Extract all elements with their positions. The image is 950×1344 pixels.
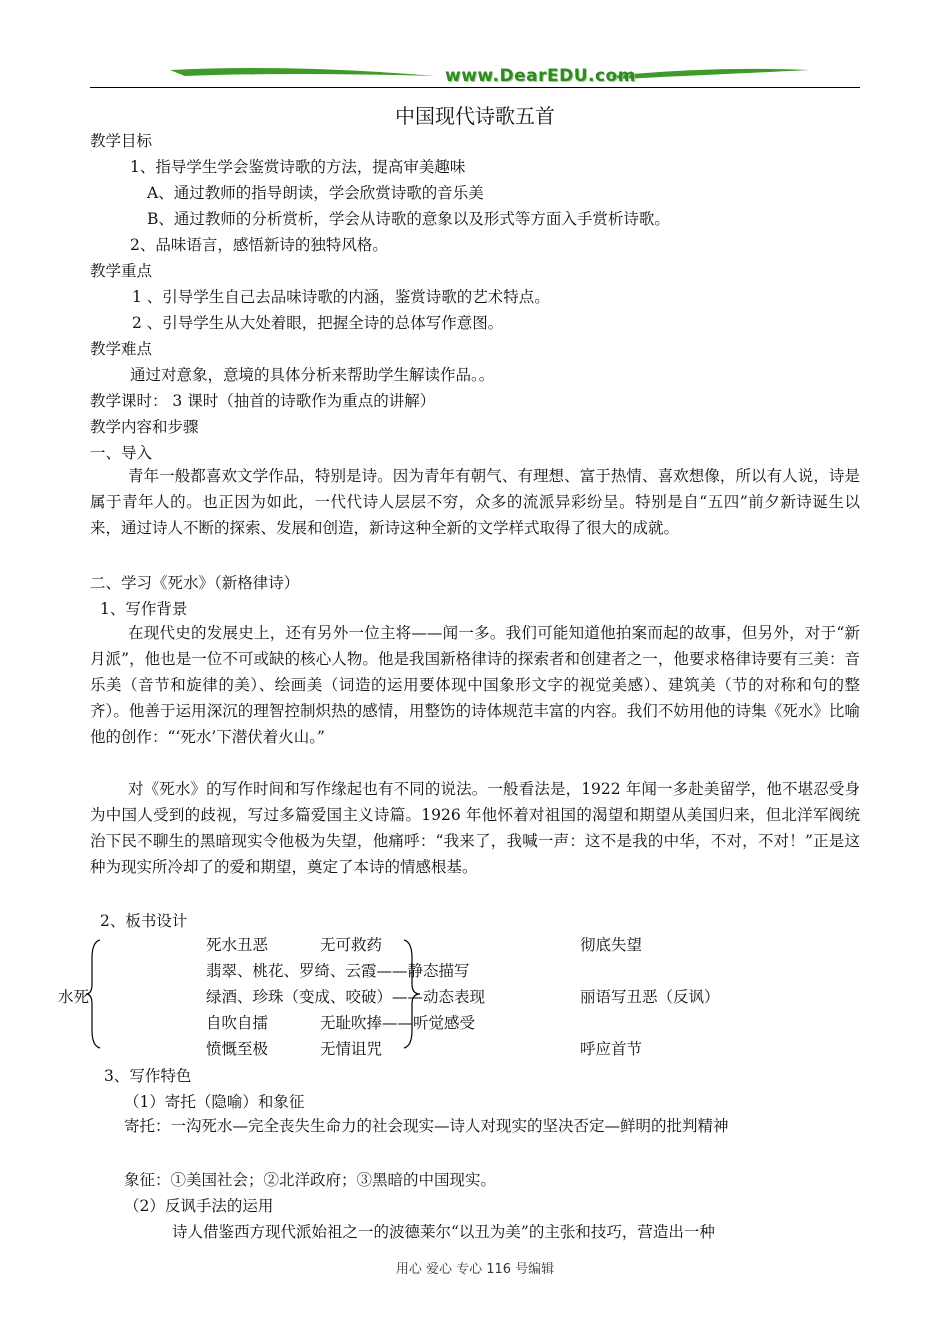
board-row-3c: 丽语写丑恶（反讽） [580,988,720,1006]
board-row-3: 绿酒、珍珠（变成、咬破）——动态表现 [206,988,486,1006]
header-divider [90,87,860,88]
keypoints-heading: 教学重点 [90,262,153,280]
feature-2-heading: （2）反讽手法的运用 [124,1197,274,1215]
goals-item-1b: B、通过教师的分析赏析，学会从诗歌的意象以及形式等方面入手赏析诗歌。 [147,210,670,228]
board-row-5b: 无情诅咒 [320,1040,383,1058]
background-paragraph-2: 对《死水》的写作时间和写作缘起也有不同的说法。一般看法是，1922 年闻一多赴美留学，他不堪忍受身为中国人受到的歧视，写过多篇爱国主义诗篇。1926 年他怀着对祖国的渴望和期望从美国归来，但北洋军阀统治下民不聊生的黑暗现实令他极为失望，他痛呼：“我来了，我喊一声：这不是我的中华，不对，不对！”正是这种为现实所冷却了的爱和期望，奠定了本诗的情感根基。 [90,780,860,876]
background-heading: 1、写作背景 [100,600,188,618]
board-row-5c: 呼应首节 [580,1040,643,1058]
board-row-5a: 愤慨至极 [206,1040,269,1058]
intro-heading: 一、导入 [90,444,153,462]
feature-1-heading: （1）寄托（隐喻）和象征 [124,1093,305,1111]
site-logo-text[interactable]: www.DearEDU.com [445,66,636,86]
keypoints-item-1: 1 、引导学生自己去品味诗歌的内涵，鉴赏诗歌的艺术特点。 [132,288,550,306]
board-row-2: 翡翠、桃花、罗绮、云霞——静态描写 [206,962,470,980]
board-row-4a: 自吹自擂 [206,1014,269,1032]
board-root-label: 水死 [58,988,90,1006]
feature-1-symbol: 象征：①美国社会；②北洋政府；③黑暗的中国现实。 [124,1171,497,1189]
board-row-1a: 死水丑恶 [206,936,269,954]
page-footer: 用心 爱心 专心 116 号编辑 [395,1262,555,1277]
features-heading: 3、写作特色 [104,1067,192,1085]
intro-paragraph: 青年一般都喜欢文学作品，特别是诗。因为青年有朝气、有理想、富于热情、喜欢想像，所以有人说，诗是属于青年人的。也正因为如此，一代代诗人层层不穷，众多的流派异彩纷呈。特别是自“五四”前夕新诗诞生以来，通过诗人不断的探索、发展和创造，新诗这种全新的文学样式取得了很大的成就。 [90,467,860,537]
goals-item-1a: A、通过教师的指导朗读，学会欣赏诗歌的音乐美 [147,184,484,202]
feature-1-paragraph: 寄托：一沟死水—完全丧失生命力的社会现实—诗人对现实的坚决否定—鲜明的批判精神 [124,1117,729,1135]
steps-heading: 教学内容和步骤 [90,418,199,436]
goals-item-1: 1、指导学生学会鉴赏诗歌的方法，提高审美趣味 [130,158,466,176]
goals-heading: 教学目标 [90,132,153,150]
difficulty-item-1: 通过对意象，意境的具体分析来帮助学生解读作品。。 [130,366,495,384]
board-row-1c: 彻底失望 [580,936,643,954]
keypoints-item-2: 2 、引导学生从大处着眼，把握全诗的总体写作意图。 [132,314,504,332]
page-title: 中国现代诗歌五首 [395,104,555,128]
board-design-heading: 2、板书设计 [100,912,188,930]
board-row-4b: 无耻吹捧——听觉感受 [320,1014,476,1032]
background-paragraph-1: 在现代史的发展史上，还有另外一位主将——闻一多。我们可能知道他拍案而起的故事，但另外，对于“新月派”，他也是一位不可或缺的核心人物。他是我国新格律诗的探索者和创建者之一，他要求格律诗要有三美：音乐美（音节和旋律的美）、绘画美（词造的运用要体现中国象形文字的视觉美感）、建筑美（节的对称和句的整齐）。他善于运用深沉的理智控制炽热的感情，用整饬的诗体规范丰富的内容。我们不妨用他的诗集《死水》比喻他的创作：“‘死水’下潜伏着火山。” [90,624,860,746]
section2-heading: 二、学习《死水》（新格律诗） [90,574,300,592]
goals-item-2: 2、品味语言，感悟新诗的独特风格。 [130,236,388,254]
difficulty-heading: 教学难点 [90,340,153,358]
board-row-1b: 无可救药 [320,936,383,954]
class-hours: 教学课时： 3 课时（抽首的诗歌作为重点的讲解） [90,392,436,410]
feature-2-paragraph: 诗人借鉴西方现代派始祖之一的波德莱尔“以丑为美”的主张和技巧，营造出一种 [172,1223,715,1241]
